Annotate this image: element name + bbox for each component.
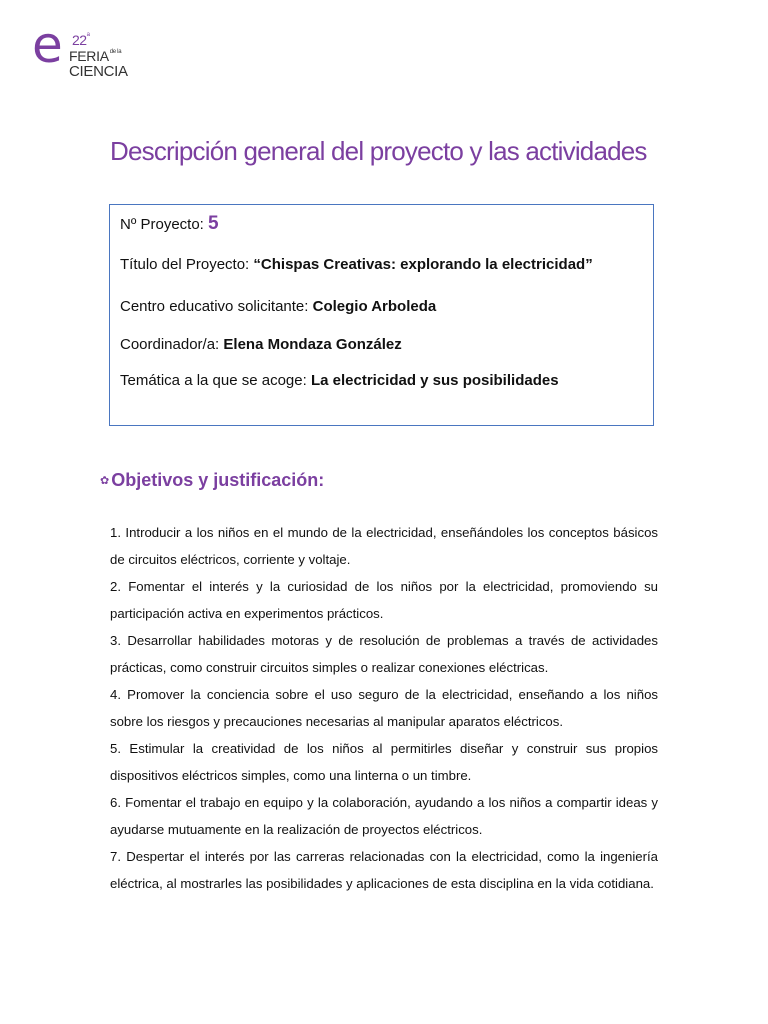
- logo-letter: e: [32, 16, 63, 74]
- logo-word-feria: $FERIA^{de la}$: [69, 48, 122, 64]
- theme-line: [120, 372, 559, 389]
- project-title-value: “Chispas Creativas: explorando la electricidad”: [253, 256, 593, 273]
- feria-ciencia-logo: [32, 16, 152, 86]
- school-line: [120, 298, 436, 315]
- project-title-label: Título del Proyecto:: [120, 256, 254, 273]
- coordinator-line: [120, 336, 402, 353]
- project-number-value: 5: [208, 213, 219, 234]
- theme-value: La electricidad y sus posibilidades: [310, 372, 559, 389]
- objectives-list: [110, 519, 658, 897]
- project-number-line: [120, 213, 219, 235]
- project-info-box: [109, 204, 654, 426]
- objective-item: 5. Estimular la creatividad de los niños al permitirles diseñar y construir sus propios dispositivos eléctricos simples, como una linterna o un timbre.: [110, 741, 658, 783]
- coordinator-value: Elena Mondaza González: [223, 336, 402, 353]
- school-label: Centro educativo solicitante:: [120, 298, 313, 315]
- objective-item: 6. Fomentar el trabajo en equipo y la colaboración, ayudando a los niños a compartir ideas y ayudarse mutuamente en la realización de proyectos eléctricos.: [110, 795, 658, 837]
- logo-edition-number: 22$^a$: [72, 32, 90, 48]
- objective-item: 3. Desarrollar habilidades motoras y de resolución de problemas a través de actividades prácticas, como construir circuitos simples o realizar conexiones eléctricas.: [110, 633, 658, 675]
- objectives-title: Objetivos y justificación:: [111, 470, 325, 490]
- objectives-heading: [100, 470, 324, 491]
- logo-word-ciencia: CIENCIA: [69, 63, 128, 80]
- project-number-label: Nº Proyecto:: [120, 216, 209, 233]
- objective-item: 1. Introducir a los niños en el mundo de la electricidad, enseñándoles los conceptos básicos de circuitos eléctricos, corriente y voltaje.: [110, 525, 658, 567]
- bullet-icon: ✿: [100, 475, 110, 487]
- document-title: Descripción general del proyecto y las actividades: [110, 136, 647, 166]
- coordinator-label: Coordinador/a:: [120, 336, 224, 353]
- objective-item: 2. Fomentar el interés y la curiosidad de los niños por la electricidad, promoviendo su participación activa en experimentos prácticos.: [110, 579, 658, 621]
- school-value: Colegio Arboleda: [312, 298, 437, 315]
- objective-item: 7. Despertar el interés por las carreras relacionadas con la electricidad, como la ingeniería eléctrica, al mostrarles las posibilidades y aplicaciones de esta disciplina en la vida cotidiana.: [110, 849, 658, 891]
- objective-item: 4. Promover la conciencia sobre el uso seguro de la electricidad, enseñando a los niños sobre los riesgos y precauciones necesarias al manipular aparatos eléctricos.: [110, 687, 658, 729]
- theme-label: Temática a la que se acoge:: [120, 372, 311, 389]
- project-title-line: [120, 256, 593, 273]
